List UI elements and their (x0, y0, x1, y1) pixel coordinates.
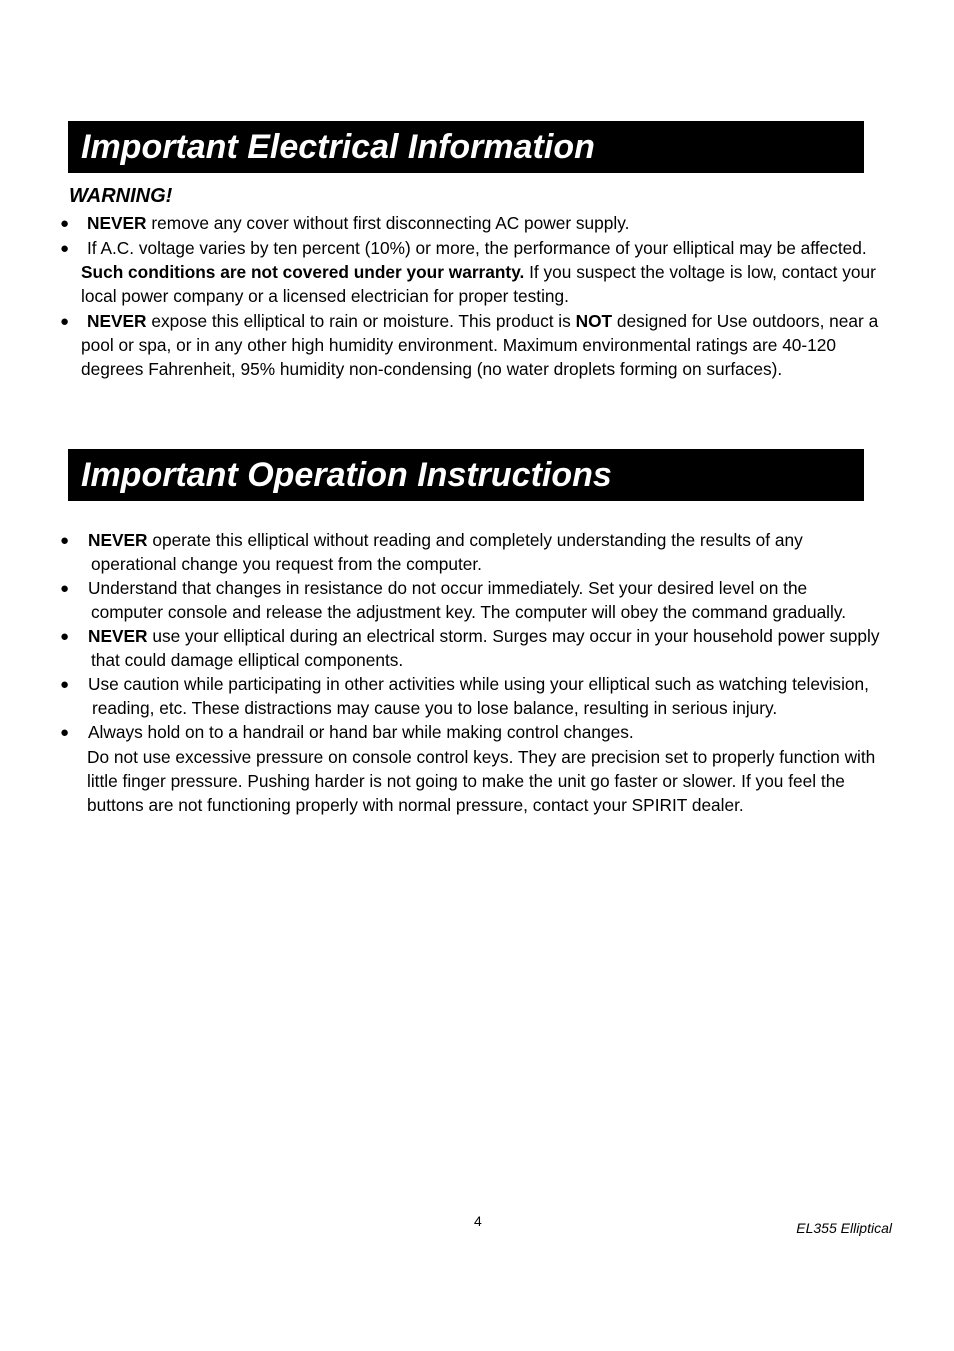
bullet-icon: ● (60, 240, 70, 257)
section-title-operation: Important Operation Instructions (81, 456, 612, 494)
operation-instructions-list (60, 528, 880, 817)
list-item: ● Use caution while participating in other activities while using your elliptical such as watching television, reading, etc. These distractions may cause you to lose balance, resulting in serious injury. (60, 674, 869, 718)
bullet-icon: ● (60, 215, 70, 232)
bullet-icon: ● (60, 580, 70, 597)
list-item: ● Always hold on to a handrail or hand bar while making control changes. (60, 720, 880, 744)
section-header-operation (68, 449, 864, 501)
list-item: ● Understand that changes in resistance do not occur immediately. Set your desired level on the computer console and release the adjustment key. The computer will obey the command gradually. (60, 578, 847, 622)
electrical-warning-list (60, 211, 880, 381)
bullet-icon: ● (60, 313, 70, 330)
model-name-footer: EL355 Elliptical (796, 1220, 892, 1236)
bullet-icon: ● (60, 532, 70, 549)
bullet-icon: ● (60, 628, 70, 645)
list-item: ● NEVER remove any cover without first disconnecting AC power supply. (60, 211, 880, 235)
section-header-electrical (68, 121, 864, 173)
console-keys-paragraph: Do not use excessive pressure on console control keys. They are precision set to properly function with little finger pressure. Pushing harder is not going to make the unit go faster or slower. If you feel the buttons are not functioning properly with normal pressure, contact your SPIRIT dealer. (87, 747, 876, 815)
list-item: ● NEVER operate this elliptical without reading and completely understanding the results of any operational change you request from the computer. (60, 530, 803, 574)
section-title-electrical: Important Electrical Information (81, 128, 595, 166)
list-item: ● NEVER use your elliptical during an electrical storm. Surges may occur in your household power supply that could damage elliptical components. (60, 626, 880, 670)
list-item: ● If A.C. voltage varies by ten percent (10%) or more, the performance of your elliptical may be affected. Such conditions are not covered under your warranty. If you suspect the voltage is low, contact your local power company or a licensed electrician for proper testing. (60, 238, 876, 306)
warning-heading: WARNING! (69, 185, 173, 207)
page-number: 4 (474, 1213, 482, 1229)
bullet-icon: ● (60, 676, 70, 693)
bullet-icon: ● (60, 724, 70, 741)
list-item: ● NEVER expose this elliptical to rain or moisture. This product is NOT designed for Use outdoors, near a pool or spa, or in any other high humidity environment. Maximum environmental ratings are 40-120 degrees Fahrenheit, 95% humidity non-condensing (no water droplets forming on surfaces). (60, 311, 879, 379)
